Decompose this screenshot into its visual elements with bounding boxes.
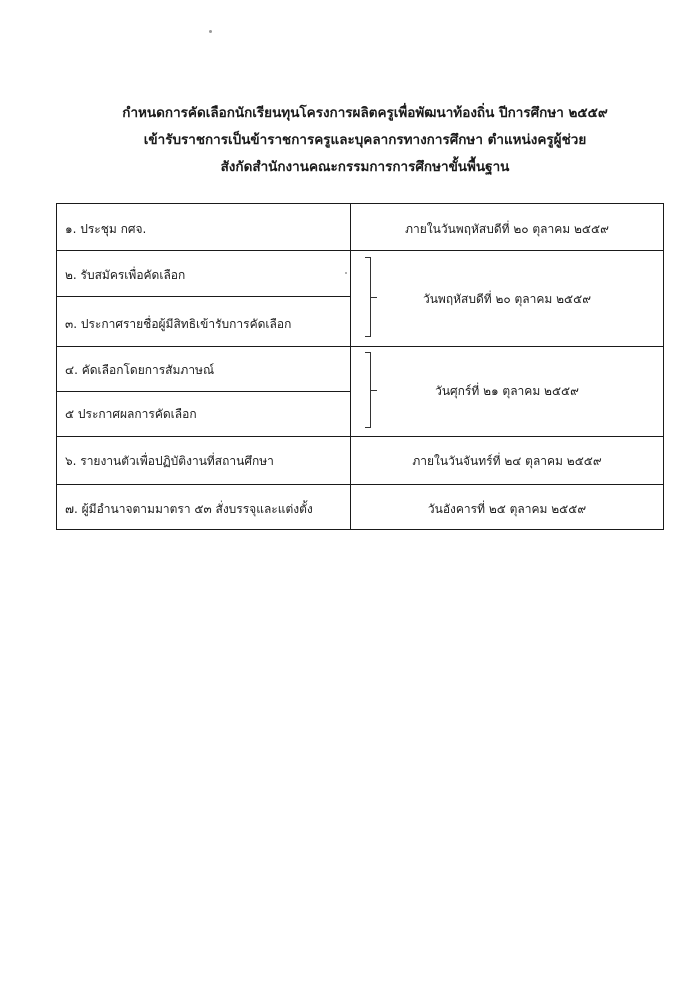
activity-7: ๗. ผู้มีอำนาจตามมาตรา ๕๓ สั่งบรรจุและแต่งตั้ง [65,502,313,516]
activity-6: ๖. รายงานตัวเพื่อปฏิบัติงานที่สถานศึกษา [65,454,274,468]
row-divider-left [57,296,350,297]
document-heading [60,100,670,181]
scan-speck [345,272,347,274]
activity-2: ๒. รับสมัครเพื่อคัดเลือก [65,268,186,282]
date-1: ภายในวันพฤหัสบดีที่ ๒๐ ตุลาคม ๒๕๕๙ [405,222,609,236]
date-7: วันอังคารที่ ๒๕ ตุลาคม ๒๕๕๙ [427,502,587,516]
heading-line-2: เข้ารับราชการเป็นข้าราชการครูและบุคลากรทางการศึกษา ตำแหน่งครูผู้ช่วย [143,132,587,148]
row-divider [57,484,663,485]
row-divider-left [57,391,350,392]
activity-5: ๕ ประกาศผลการคัดเลือก [65,407,197,421]
date-6: ภายในวันจันทร์ที่ ๒๔ ตุลาคม ๒๕๕๙ [412,454,602,468]
row-divider [57,346,663,347]
row-divider [57,250,663,251]
activity-1: ๑. ประชุม กศจ. [65,222,147,236]
date-4-5: วันศุกร์ที่ ๒๑ ตุลาคม ๒๕๕๙ [435,384,579,398]
scan-mark [209,30,212,33]
date-2-3: วันพฤหัสบดีที่ ๒๐ ตุลาคม ๒๕๕๙ [422,292,592,306]
heading-line-1: กำหนดการคัดเลือกนักเรียนทุนโครงการผลิตครูเพื่อพัฒนาท้องถิ่น ปีการศึกษา ๒๕๕๙ [122,105,608,121]
schedule-table [56,203,664,530]
column-divider [350,204,351,529]
heading-line-3: สังกัดสำนักงานคณะกรรมการการศึกษาขั้นพื้นฐาน [220,159,510,175]
row-divider [57,436,663,437]
activity-4: ๔. คัดเลือกโดยการสัมภาษณ์ [65,363,215,377]
activity-3: ๓. ประกาศรายชื่อผู้มีสิทธิเข้ารับการคัดเลือก [65,317,292,331]
